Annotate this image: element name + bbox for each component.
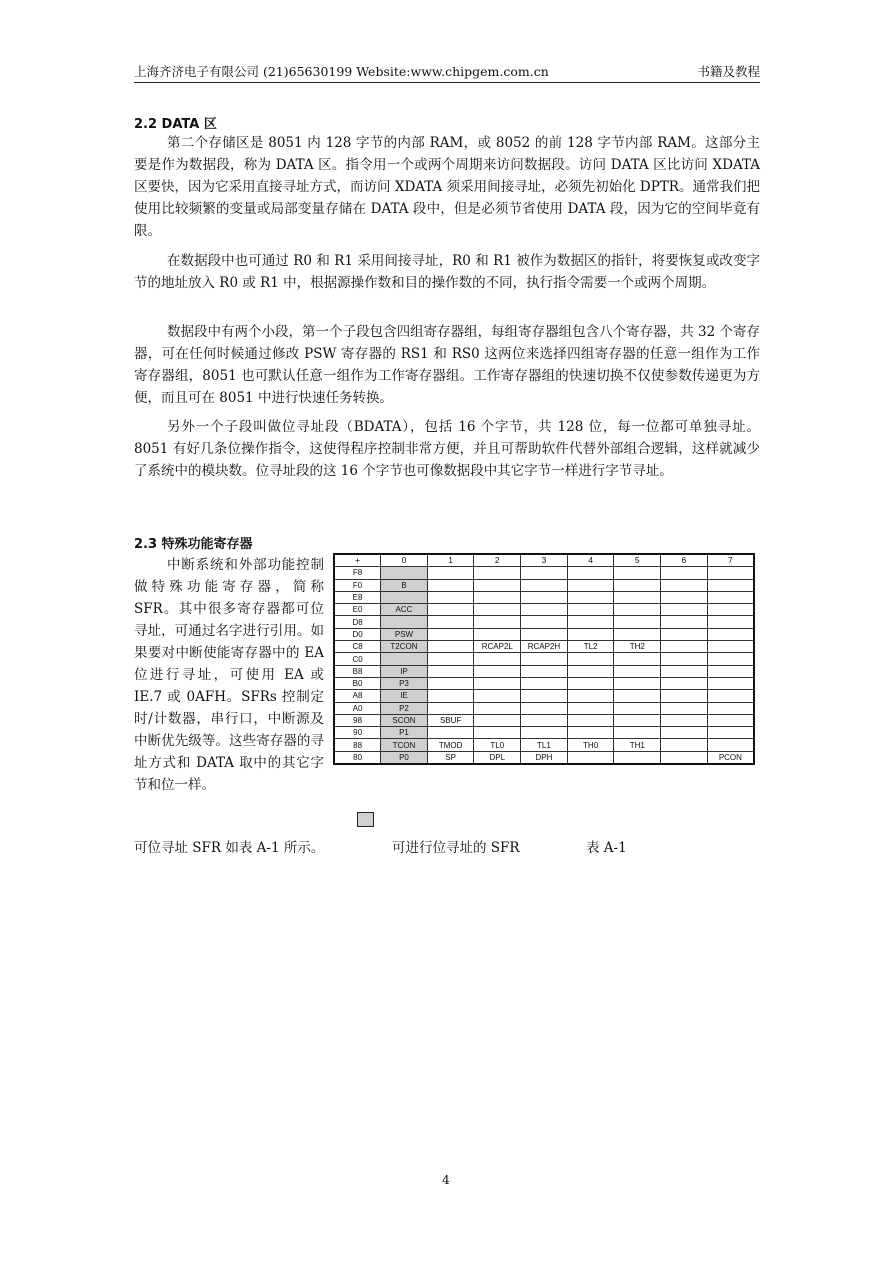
- sfr-row-address: 80: [334, 751, 381, 764]
- sfr-bit-addressable-cell: P3: [381, 677, 428, 689]
- sfr-cell: [661, 702, 708, 714]
- paragraph-3: 数据段中有两个小段，第一个子段包含四组寄存器组，每组寄存器组包含八个寄存器，共 32 个寄存器，可在任何时候通过修改 PSW 寄存器的 RS1 和 RS0 这两位来选择四组寄存器的任意一组作为工作寄存器组，8051 也可默认任意一组作为工作寄存器组。工作寄存器组的快速切换不仅使参数传递更为方便，而且可在 8051 中进行快速任务转换。: [134, 324, 760, 406]
- sfr-cell: DPL: [474, 751, 521, 764]
- sfr-cell: [707, 727, 754, 739]
- sfr-cell: [707, 567, 754, 579]
- sfr-cell: [474, 653, 521, 665]
- sfr-col-header: 1: [427, 554, 474, 567]
- sfr-cell: [661, 653, 708, 665]
- sfr-row-address: 90: [334, 727, 381, 739]
- sfr-bit-addressable-cell: [381, 591, 428, 603]
- sfr-cell: [614, 702, 661, 714]
- sfr-cell: [661, 579, 708, 591]
- sfr-cell: [707, 739, 754, 751]
- header-divider: [134, 82, 760, 83]
- sfr-cell: [614, 579, 661, 591]
- sfr-cell: [521, 604, 568, 616]
- sfr-cell: [707, 641, 754, 653]
- sfr-cell: [521, 727, 568, 739]
- sfr-cell: [427, 616, 474, 628]
- sfr-row: [334, 727, 754, 739]
- sfr-bit-addressable-cell: PSW: [381, 628, 428, 640]
- sfr-cell: [614, 677, 661, 689]
- sfr-cell: TH0: [567, 739, 614, 751]
- sfr-row: [334, 567, 754, 579]
- sfr-bit-addressable-cell: IE: [381, 690, 428, 702]
- sfr-cell: [614, 604, 661, 616]
- sfr-bit-addressable-cell: [381, 653, 428, 665]
- sfr-cell: [474, 579, 521, 591]
- sfr-cell: [661, 641, 708, 653]
- header-category: 书籍及教程: [697, 64, 760, 79]
- sfr-cell: [567, 579, 614, 591]
- sfr-cell: [614, 665, 661, 677]
- sfr-cell: [521, 591, 568, 603]
- sfr-bit-addressable-cell: IP: [381, 665, 428, 677]
- sfr-bit-addressable-cell: P0: [381, 751, 428, 764]
- sfr-cell: [521, 628, 568, 640]
- sfr-bit-addressable-cell: SCON: [381, 714, 428, 726]
- sfr-cell: [707, 579, 754, 591]
- sfr-cell: [661, 751, 708, 764]
- sfr-cell: [427, 628, 474, 640]
- sfr-row-address: D8: [334, 616, 381, 628]
- sfr-header-row: [334, 554, 754, 567]
- paragraph-1: 第二个存储区是 8051 内 128 字节的内部 RAM，或 8052 的前 128 字节内部 RAM。这部分主要是作为数据段，称为 DATA 区。指令用一个或两个周期来访问数据段。访问 DATA 区比访问 XDATA 区要快，因为它采用直接寻址方式，而访问 XDATA 须采用间接寻址，必须先初始化 DPTR。通常我们把使用比较频繁的变量或局部变量存储在 DATA 段中，但是必须节省使用 DATA 段，因为它的空间毕竟有限。: [134, 135, 760, 239]
- sfr-cell: [661, 567, 708, 579]
- sfr-cell: [521, 579, 568, 591]
- bit-addressable-legend-swatch: [357, 812, 374, 827]
- sfr-cell: [427, 702, 474, 714]
- sfr-cell: [614, 653, 661, 665]
- sfr-row: [334, 628, 754, 640]
- sfr-cell: [427, 690, 474, 702]
- sfr-row: [334, 591, 754, 603]
- sfr-cell: [614, 690, 661, 702]
- sfr-cell: [707, 714, 754, 726]
- sfr-cell: [474, 677, 521, 689]
- sfr-cell: [707, 665, 754, 677]
- sfr-cell: [567, 653, 614, 665]
- section-2-3-title: 2.3 特殊功能寄存器: [134, 537, 253, 552]
- sfr-row: [334, 714, 754, 726]
- sfr-row-address: C8: [334, 641, 381, 653]
- sfr-cell: [567, 751, 614, 764]
- sfr-row-address: A0: [334, 702, 381, 714]
- paragraph-2: 在数据段中也可通过 R0 和 R1 采用间接寻址，R0 和 R1 被作为数据区的指针，将要恢复或改变字节的地址放入 R0 或 R1 中，根据源操作数和目的操作数的不同，执行指令需要一个或两个周期。: [134, 253, 760, 291]
- sfr-cell: SBUF: [427, 714, 474, 726]
- table-caption: 可进行位寻址的 SFR: [392, 840, 520, 856]
- sfr-cell: [707, 591, 754, 603]
- sfr-cell: [521, 677, 568, 689]
- sfr-cell: SP: [427, 751, 474, 764]
- sfr-row-address: C0: [334, 653, 381, 665]
- sfr-cell: [427, 567, 474, 579]
- sfr-cell: [567, 604, 614, 616]
- sfr-cell: [427, 727, 474, 739]
- sfr-row-address: E0: [334, 604, 381, 616]
- sfr-cell: [661, 591, 708, 603]
- sfr-col-header: 7: [707, 554, 754, 567]
- page-number: 4: [442, 1173, 450, 1187]
- sfr-cell: [567, 665, 614, 677]
- sfr-bit-addressable-cell: ACC: [381, 604, 428, 616]
- sfr-cell: PCON: [707, 751, 754, 764]
- sfr-cell: [567, 677, 614, 689]
- sfr-cell: RCAP2H: [521, 641, 568, 653]
- sfr-row: [334, 665, 754, 677]
- sfr-cell: [521, 665, 568, 677]
- table-number: 表 A-1: [586, 840, 627, 856]
- sfr-cell: [474, 690, 521, 702]
- sfr-corner: +: [334, 554, 381, 567]
- sfr-bit-addressable-cell: T2CON: [381, 641, 428, 653]
- sfr-row: [334, 702, 754, 714]
- sfr-cell: TMOD: [427, 739, 474, 751]
- sfr-cell: [427, 604, 474, 616]
- sfr-cell: [474, 591, 521, 603]
- sfr-cell: [567, 567, 614, 579]
- sfr-cell: [474, 702, 521, 714]
- sfr-cell: [661, 690, 708, 702]
- sfr-row: [334, 579, 754, 591]
- sfr-cell: DPH: [521, 751, 568, 764]
- sfr-cell: [614, 591, 661, 603]
- sfr-cell: [427, 677, 474, 689]
- page-header: [134, 62, 760, 82]
- sfr-row-address: 88: [334, 739, 381, 751]
- sfr-cell: [614, 628, 661, 640]
- sfr-cell: [427, 653, 474, 665]
- sfr-cell: [427, 579, 474, 591]
- sfr-row-address: F0: [334, 579, 381, 591]
- sfr-row-address: F8: [334, 567, 381, 579]
- sfr-cell: [521, 567, 568, 579]
- sfr-cell: [661, 665, 708, 677]
- sfr-row: [334, 690, 754, 702]
- sfr-cell: [707, 702, 754, 714]
- sfr-cell: [707, 604, 754, 616]
- caption-left: 可位寻址 SFR 如表 A-1 所示。: [134, 840, 325, 856]
- sfr-cell: [474, 567, 521, 579]
- sfr-cell: [614, 567, 661, 579]
- sfr-bit-addressable-cell: [381, 616, 428, 628]
- sfr-cell: [567, 690, 614, 702]
- sfr-cell: [614, 616, 661, 628]
- sfr-cell: [707, 677, 754, 689]
- sfr-row: [334, 616, 754, 628]
- sfr-cell: [614, 714, 661, 726]
- sfr-col-header: 5: [614, 554, 661, 567]
- sfr-row-address: A8: [334, 690, 381, 702]
- sfr-row: [334, 677, 754, 689]
- sfr-cell: [521, 653, 568, 665]
- sfr-cell: TH2: [614, 641, 661, 653]
- sfr-cell: [474, 714, 521, 726]
- sfr-cell: [661, 727, 708, 739]
- sfr-row: [334, 641, 754, 653]
- sfr-col-header: 6: [661, 554, 708, 567]
- sfr-cell: [707, 628, 754, 640]
- sfr-cell: [427, 591, 474, 603]
- sfr-table-body: [334, 567, 754, 764]
- sfr-row: [334, 653, 754, 665]
- sfr-cell: [427, 641, 474, 653]
- sfr-cell: RCAP2L: [474, 641, 521, 653]
- sfr-row: [334, 604, 754, 616]
- sfr-cell: [567, 702, 614, 714]
- sfr-bit-addressable-cell: P2: [381, 702, 428, 714]
- sfr-cell: TL2: [567, 641, 614, 653]
- sfr-cell: [661, 714, 708, 726]
- sfr-cell: [661, 677, 708, 689]
- sfr-cell: [521, 690, 568, 702]
- sfr-bit-addressable-cell: TCON: [381, 739, 428, 751]
- paragraph-4: 另外一个子段叫做位寻址段（BDATA），包括 16 个字节，共 128 位，每一位都可单独寻址。8051 有好几条位操作指令，这使得程序控制非常方便，并且可帮助软件代替外部组合逻辑，这样就减少了系统中的模块数。位寻址段的这 16 个字节也可像数据段中其它字节一样进行字节寻址。: [134, 419, 760, 479]
- sfr-cell: TL1: [521, 739, 568, 751]
- sfr-cell: [521, 616, 568, 628]
- sfr-cell: [521, 702, 568, 714]
- sfr-row-address: E8: [334, 591, 381, 603]
- sfr-row-address: 98: [334, 714, 381, 726]
- sfr-bit-addressable-cell: [381, 567, 428, 579]
- sfr-bit-addressable-cell: B: [381, 579, 428, 591]
- sfr-cell: [661, 628, 708, 640]
- sfr-col-header: 3: [521, 554, 568, 567]
- sfr-col-header: 0: [381, 554, 428, 567]
- sfr-cell: [474, 665, 521, 677]
- sfr-row-address: B8: [334, 665, 381, 677]
- sfr-cell: [614, 751, 661, 764]
- sfr-row: [334, 751, 754, 764]
- sfr-bit-addressable-cell: P1: [381, 727, 428, 739]
- sfr-row-address: D0: [334, 628, 381, 640]
- header-company: 上海齐济电子有限公司 (21)65630199 Website:www.chipgem.com.cn: [134, 64, 549, 79]
- sfr-cell: [707, 616, 754, 628]
- sfr-cell: [474, 604, 521, 616]
- sfr-cell: [567, 591, 614, 603]
- sfr-intro-text: 中断系统和外部功能控制做特殊功能寄存器，简称 SFR。其中很多寄存器都可位寻址，可通过名字进行引用。如果要对中断使能寄存器中的 EA 位进行寻址，可使用 EA 或 IE.7 或 0AFH。SFRs 控制定时/计数器，串行口，中断源及中断优先级等。这些寄存器的寻址方式和 DATA 取中的其它字节和位一样。: [134, 557, 324, 793]
- sfr-cell: [521, 714, 568, 726]
- sfr-cell: TL0: [474, 739, 521, 751]
- sfr-cell: [661, 604, 708, 616]
- sfr-row-address: B0: [334, 677, 381, 689]
- sfr-row: [334, 739, 754, 751]
- sfr-cell: [474, 616, 521, 628]
- sfr-cell: [707, 690, 754, 702]
- sfr-table: [333, 553, 755, 765]
- sfr-cell: [661, 739, 708, 751]
- sfr-cell: [707, 653, 754, 665]
- sfr-col-header: 4: [567, 554, 614, 567]
- sfr-cell: [661, 616, 708, 628]
- sfr-col-header: 2: [474, 554, 521, 567]
- sfr-cell: [567, 616, 614, 628]
- sfr-cell: [567, 628, 614, 640]
- sfr-cell: [474, 628, 521, 640]
- sfr-cell: [567, 714, 614, 726]
- sfr-cell: [614, 727, 661, 739]
- sfr-cell: [567, 727, 614, 739]
- sfr-cell: [474, 727, 521, 739]
- sfr-cell: [427, 665, 474, 677]
- sfr-cell: TH1: [614, 739, 661, 751]
- section-2-2-title: 2.2 DATA 区: [134, 117, 217, 132]
